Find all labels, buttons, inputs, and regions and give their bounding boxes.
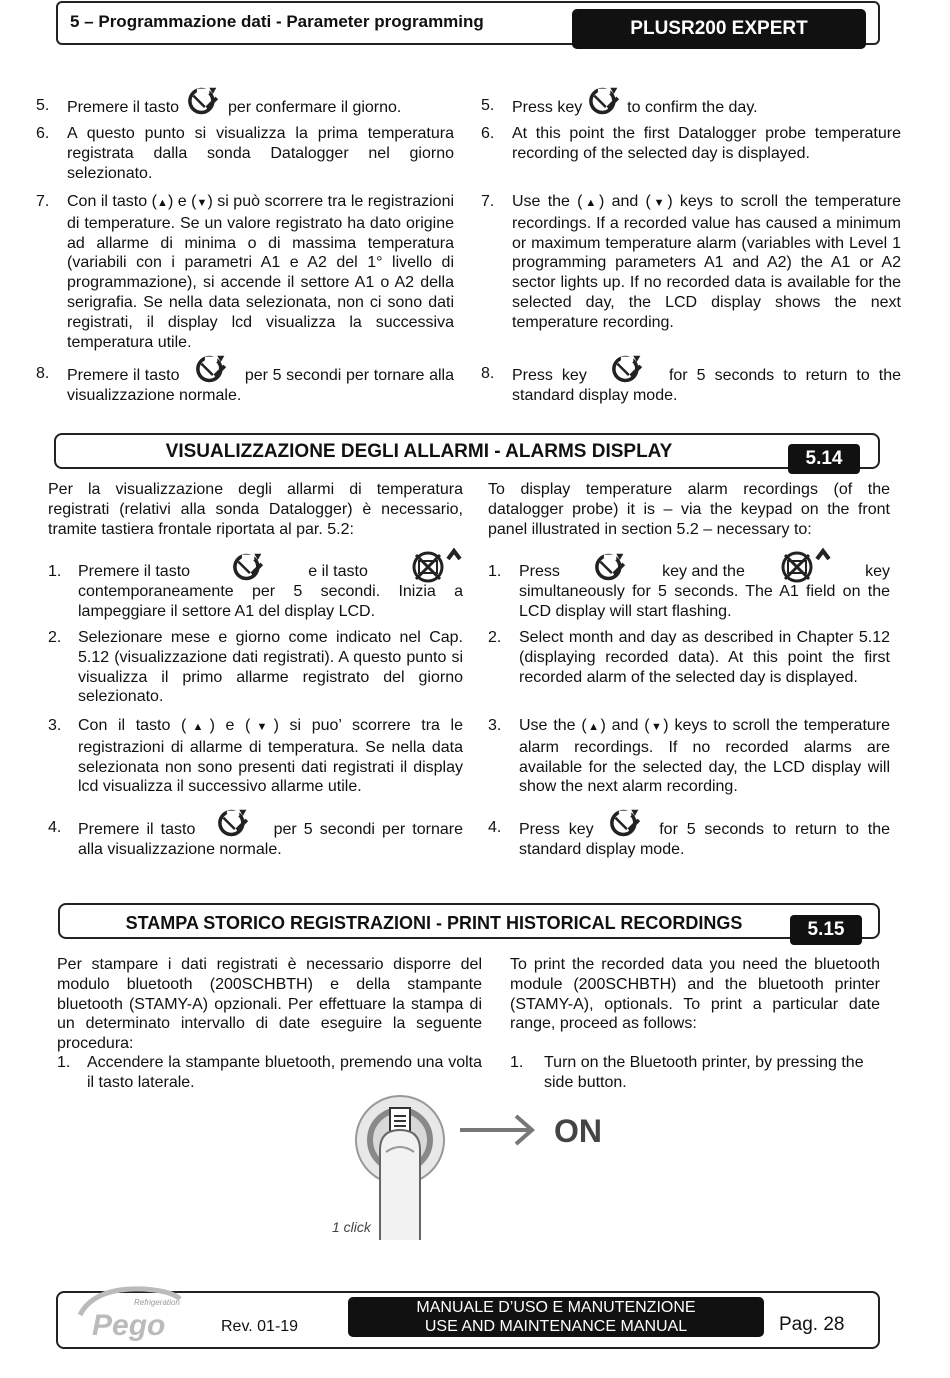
set-key-icon [231, 552, 267, 582]
svg-text:Refrigeration: Refrigeration [134, 1298, 180, 1307]
down-arrow-icon: ▼ [649, 721, 664, 733]
alarm-key-icon [778, 547, 832, 583]
up-arrow-icon: ▲ [186, 721, 210, 733]
page-number: Pag. 28 [779, 1314, 845, 1335]
set-key-icon [608, 808, 644, 838]
set-key-icon [610, 354, 646, 384]
set-key-icon [194, 354, 230, 384]
click-label: 1 click [332, 1219, 371, 1235]
set-key-icon [186, 86, 222, 116]
set-key-icon [593, 552, 629, 582]
on-label: ON [554, 1113, 602, 1149]
list-item: 5. Premere il tasto per confermare il giorno. [36, 96, 454, 118]
down-arrow-icon: ▼ [196, 197, 208, 209]
section-title: STAMPA STORICO REGISTRAZIONI - PRINT HISTORICAL RECORDINGS [125, 913, 743, 933]
up-arrow-icon: ▲ [582, 197, 600, 209]
manual-badge: MANUALE D’USO E MANUTENZIONE USE AND MAINTENANCE MANUAL [348, 1297, 764, 1337]
section-number-badge: 5.15 [790, 915, 862, 945]
alarm-key-icon [409, 547, 463, 583]
product-badge: PLUSR200 EXPERT [572, 9, 866, 49]
up-arrow-icon: ▲ [156, 197, 168, 209]
svg-text:Pego: Pego [92, 1309, 166, 1341]
set-key-icon [216, 808, 252, 838]
revision-label: Rev. 01-19 [221, 1318, 299, 1335]
up-arrow-icon: ▲ [586, 721, 601, 733]
printer-power-illustration [320, 1090, 620, 1260]
down-arrow-icon: ▼ [650, 197, 668, 209]
set-key-icon [587, 86, 623, 116]
section-title: VISUALIZZAZIONE DEGLI ALLARMI - ALARMS DISPLAY [165, 441, 673, 462]
down-arrow-icon: ▼ [250, 721, 274, 733]
section-number-badge: 5.14 [788, 444, 860, 474]
page-section-title: 5 – Programmazione dati - Parameter programming [70, 12, 484, 31]
pego-logo [74, 1281, 186, 1341]
